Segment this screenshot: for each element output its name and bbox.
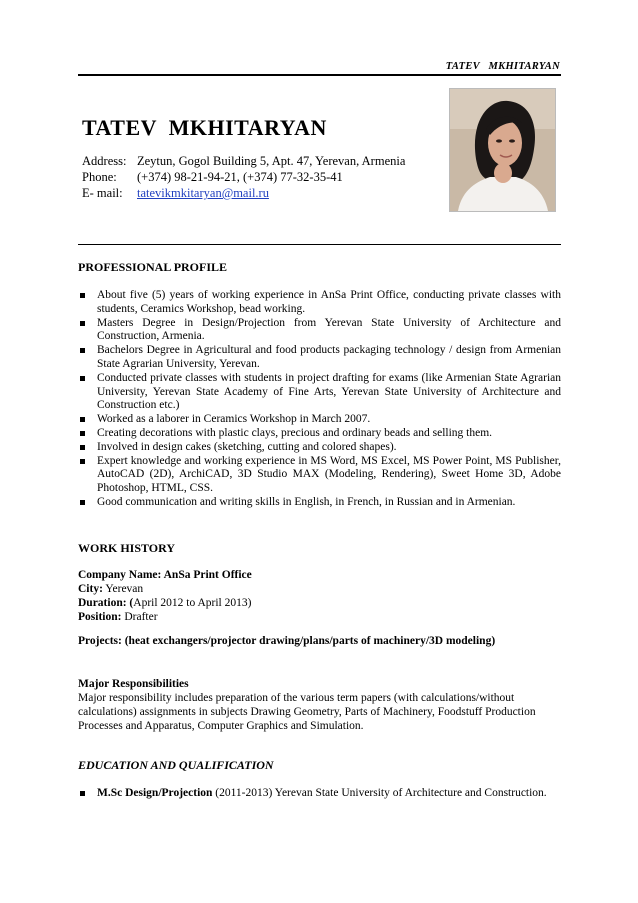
profile-bullet-item [78, 455, 561, 496]
running-header-name: TATEV MKHITARYAN [445, 61, 560, 72]
address-value: Zeytun, Gogol Building 5, Apt. 47, Yerevan, Armenia [137, 154, 406, 168]
education-list [78, 787, 561, 801]
email-row [82, 185, 405, 201]
header-rule [78, 74, 561, 76]
profile-bullet-text: Bachelors Degree in Agricultural and food products packaging technology / design from Armenian State Agrarian University, Yerevan. [97, 344, 561, 370]
responsibilities-text: Major responsibility includes preparation of the various term papers (with calculations/without calculations) assignments in subjects Drawing Geometry, Parts of Machinery, Foodstuff Production Processes and Apparatus, Computer Graphics and Simulation. [78, 692, 536, 732]
bullet-square-icon [80, 431, 85, 436]
candidate-name: TATEV MKHITARYAN [82, 115, 327, 140]
professional-profile-list [78, 289, 561, 510]
professional-profile-heading: PROFESSIONAL PROFILE [78, 260, 228, 274]
bullet-square-icon [80, 445, 85, 450]
work-history-heading: WORK HISTORY [78, 541, 176, 555]
email-label: E- mail: [82, 186, 123, 200]
bullet-square-icon [80, 376, 85, 381]
portrait-photo-icon [450, 89, 555, 211]
city-label: City: [78, 583, 103, 595]
responsibilities-heading: Major Responsibilities [78, 678, 189, 690]
company-value: AnSa Print Office [161, 569, 252, 581]
bullet-square-icon [80, 459, 85, 464]
profile-bullet-text: Worked as a laborer in Ceramics Workshop in March 2007. [97, 413, 371, 426]
section-divider [78, 244, 561, 245]
education-heading: EDUCATION AND QUALIFICATION [78, 758, 274, 772]
position-value: Drafter [121, 611, 158, 623]
profile-bullet-text: Masters Degree in Design/Projection from Yerevan State University of Architecture and Construction, Armenia. [97, 316, 561, 343]
contact-block [82, 153, 405, 201]
company-label: Company Name: [78, 569, 162, 581]
bullet-square-icon [80, 348, 85, 353]
company-row [78, 568, 561, 582]
city-value: Yerevan [102, 583, 144, 595]
bullet-square-icon [80, 500, 85, 505]
bullet-square-icon [80, 791, 85, 796]
profile-bullet-item [78, 372, 561, 413]
bullet-square-icon [80, 417, 85, 422]
bullet-square-icon [80, 293, 85, 298]
address-row [82, 153, 405, 169]
profile-bullet-text: Conducted private classes with students in project drafting for exams (like Armenian State Agrarian University, Yerevan State Academy of Fine Arts, Yerevan State University of Architecture and Construction etc.) [97, 371, 561, 412]
projects-line: Projects: (heat exchangers/projector drawing/plans/parts of machinery/3D modeling) [78, 635, 496, 647]
profile-bullet-item [78, 496, 561, 510]
profile-bullet-text: Expert knowledge and working experience in MS Word, MS Excel, MS Power Point, MS Publisher, AutoCAD (2D), ArchiCAD, 3D Studio MAX (Modeling, Rendering), Sweet Home 3D, Adobe Photoshop, HTML, CSS. [97, 454, 561, 495]
phone-row [82, 169, 405, 185]
education-item [78, 787, 561, 801]
position-label: Position: [78, 611, 122, 623]
portrait-photo [449, 88, 556, 212]
duration-label: Duration: ( [78, 597, 134, 609]
profile-bullet-text: Creating decorations with plastic clays, precious and ordinary beads and selling them. [97, 426, 493, 439]
city-row [78, 582, 561, 596]
email-link[interactable]: tatevikmkitaryan@mail.ru [137, 186, 269, 200]
profile-bullet-item [78, 441, 561, 455]
profile-bullet-text: About five (5) years of working experience in AnSa Print Office, conducting private classes with students, Ceramics Workshop, bead working. [97, 289, 561, 315]
duration-value: April 2012 to April 2013) [133, 597, 252, 609]
profile-bullet-text: Involved in design cakes (sketching, cutting and colored shapes). [97, 440, 397, 453]
job-details [78, 568, 561, 624]
profile-bullet-item [78, 413, 561, 427]
phone-value: (+374) 98-21-94-21, (+374) 77-32-35-41 [137, 170, 343, 184]
bullet-square-icon [80, 321, 85, 326]
profile-bullet-item [78, 289, 561, 317]
profile-bullet-item [78, 317, 561, 345]
profile-bullet-item [78, 427, 561, 441]
profile-bullet-item [78, 344, 561, 372]
duration-row [78, 596, 561, 610]
degree-title: M.Sc Design/Projection [97, 787, 213, 799]
phone-label: Phone: [82, 170, 117, 184]
profile-bullet-text: Good communication and writing skills in English, in French, in Russian and in Armenian. [97, 495, 516, 508]
position-row [78, 610, 561, 624]
degree-detail: (2011-2013) Yerevan State University of Architecture and Construction. [212, 787, 547, 799]
address-label: Address: [82, 154, 127, 168]
